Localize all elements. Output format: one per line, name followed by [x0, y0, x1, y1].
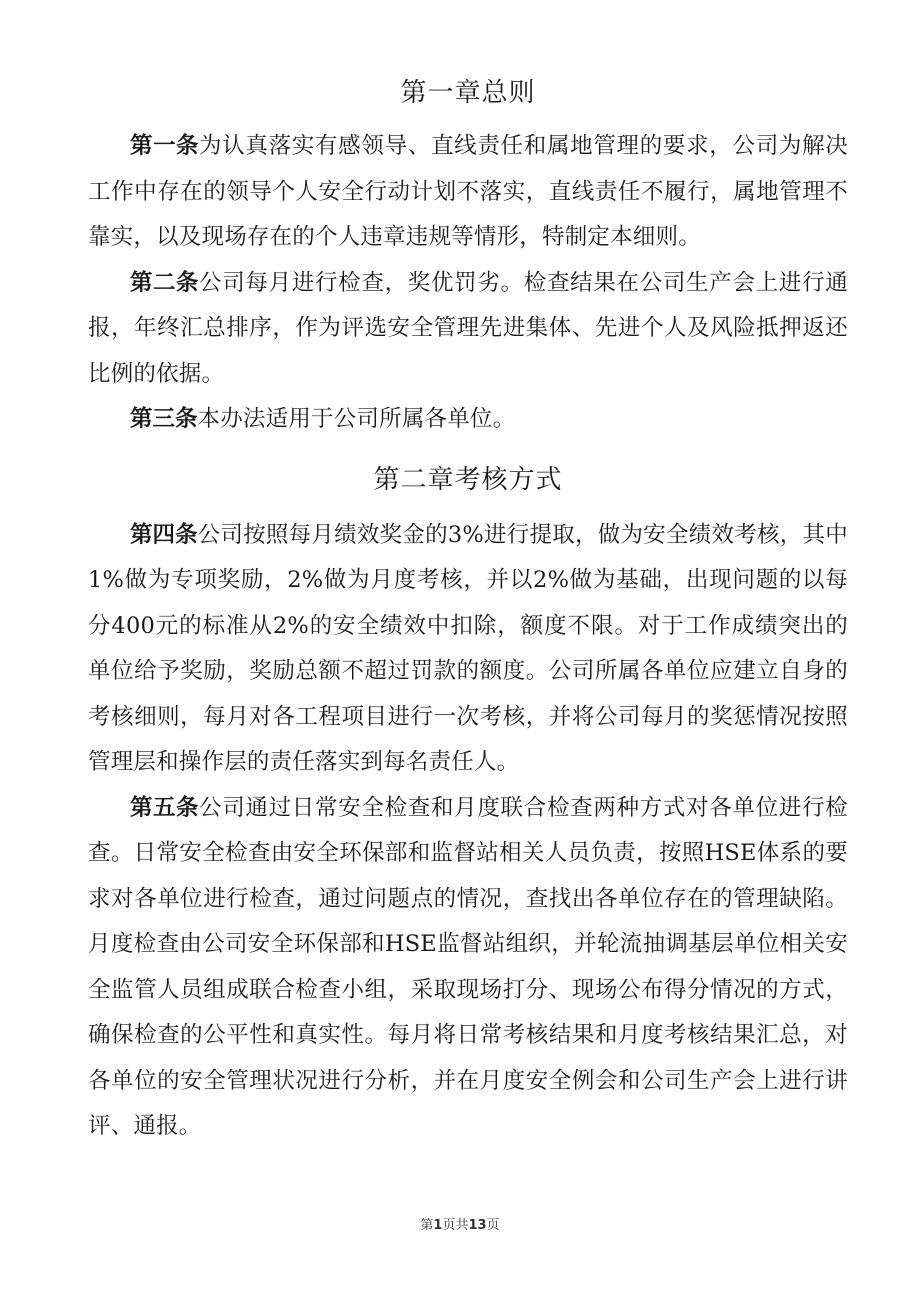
chapter-title: 第一章总则: [400, 78, 536, 108]
article-text: 公司通过日常安全检查和月度联合检查两种方式对各单位进行检查。日常安全检查由安全环保部和监督站相关人员负责，按照HSE体系的要求对各单位进行检查，通过问题点的情况，查找出各单位存在的管理缺陷。月度检查由公司安全环保部和HSE监督站组织，并轮流抽调基层单位相关安全监管人员组成联合检查小组，采取现场打分、现场公布得分情况的方式，确保检查的公平性和真实性。每月将日常考核结果和月度考核结果汇总，对各单位的安全管理状况进行分析，并在月度安全例会和公司生产会上进行讲评、通报。: [88, 794, 848, 1139]
page-footer: [0, 1214, 920, 1233]
article-text: 公司每月进行检查，奖优罚劣。检查结果在公司生产会上进行通报，年终汇总排序，作为评选安全管理先进集体、先进个人及风险抵押返还比例的依据。: [88, 269, 848, 387]
current-page-number: 1: [433, 1218, 443, 1233]
article-text: 为认真落实有感领导、直线责任和属地管理的要求，公司为解决工作中存在的领导个人安全行动计划不落实，直线责任不履行，属地管理不靠实，以及现场存在的个人违章违规等情形，特制定本细则。: [88, 133, 848, 250]
total-pages-number: 13: [468, 1218, 487, 1233]
article-label: 第一条: [130, 133, 199, 159]
article-text: 公司按照每月绩效奖金的3%进行提取，做为安全绩效考核，其中1%做为专项奖励，2%做为月度考核，并以2%做为基础，出现问题的以每分400元的标准从2%的安全绩效中扣除，额度不限。对于工作成绩突出的单位给予奖励，奖励总额不超过罚款的额度。公司所属各单位应建立自身的考核细则，每月对各工程项目进行一次考核，并将公司每月的奖惩情况按照管理层和操作层的责任落实到每名责任人。: [88, 521, 848, 775]
footer-prefix: 第: [420, 1218, 434, 1233]
article-text: 本办法适用于公司所属各单位。: [197, 406, 516, 432]
article: [88, 513, 848, 786]
article-label: 第四条: [130, 521, 198, 548]
footer-suffix: 页: [486, 1218, 500, 1233]
footer-middle: 页共: [442, 1218, 469, 1233]
article: [88, 124, 848, 261]
article: [88, 786, 848, 1150]
document-body: [88, 70, 848, 1150]
article-label: 第五条: [130, 794, 199, 821]
article-label: 第二条: [130, 269, 199, 296]
article: [88, 397, 848, 443]
chapter-title: 第二章考核方式: [373, 464, 563, 495]
article-label: 第三条: [130, 406, 198, 432]
article: [88, 261, 848, 398]
